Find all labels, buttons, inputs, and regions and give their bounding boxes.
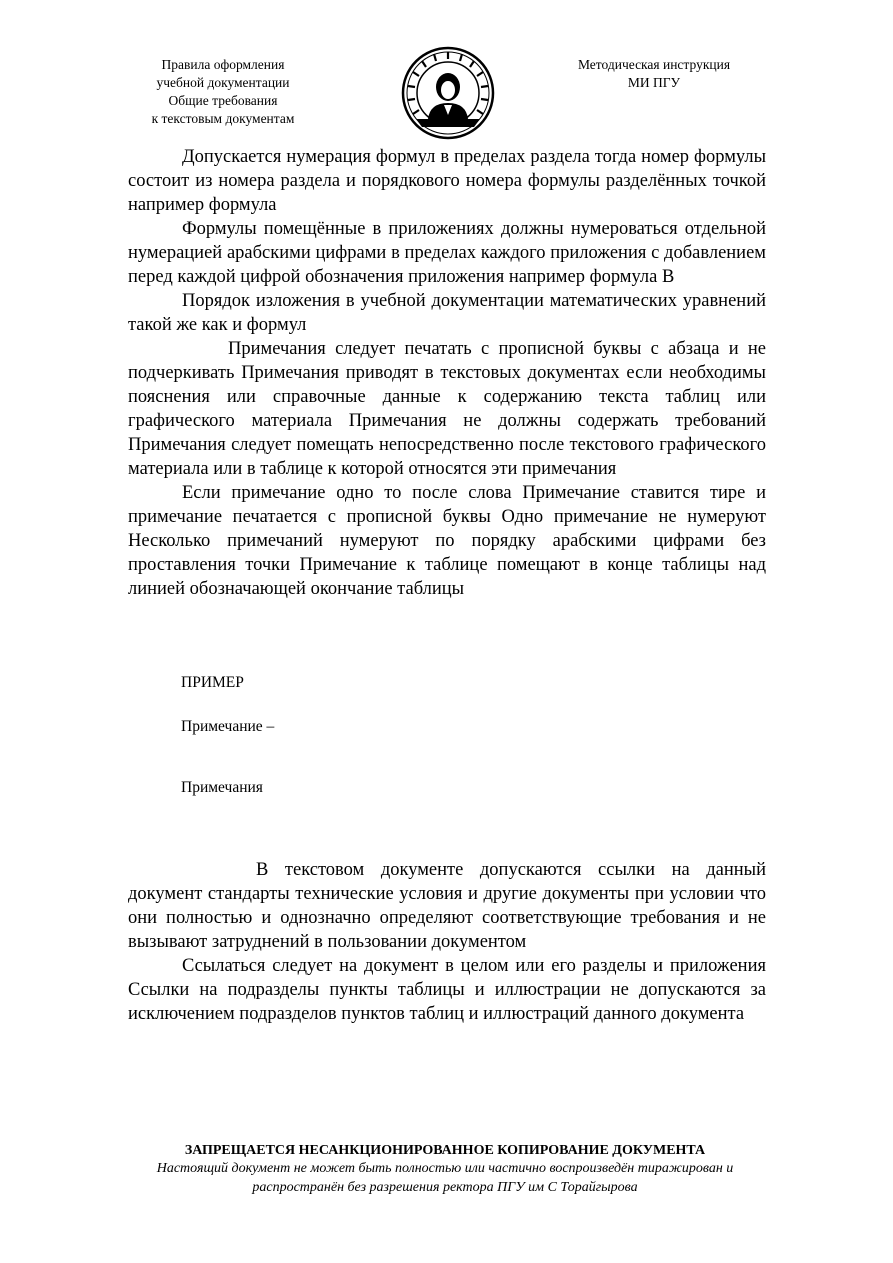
header-right-line: Методическая инструкция xyxy=(577,57,731,72)
header-left-line: Правила оформления xyxy=(161,57,285,72)
university-seal-icon xyxy=(400,45,496,141)
example-note-multi: Примечания xyxy=(181,779,263,796)
header-left-block xyxy=(128,56,318,128)
copy-notice-line: распространён без разрешения ректора ПГУ им С Торайгырова xyxy=(252,1180,638,1195)
copy-notice-line: Настоящий документ не может быть полностью или частично воспроизведён тиражирован и xyxy=(156,1161,734,1176)
page-footer xyxy=(100,1142,790,1197)
header-left-line: Общие требования xyxy=(168,93,278,108)
body-paragraph: Примечания следует печатать с прописной буквы с абзаца и не подчеркивать Примечания приводят в текстовых документах если необходимы пояснения или справочные данные к содержанию текста таблиц или графического материала Примечания не должны содержать требований Примечания следует помещать непосредственно после текстового графического материала или в таблице к которой относятся эти примечания xyxy=(128,339,766,479)
body-paragraph: Если примечание одно то после слова Примечание ставится тире и примечание печатается с прописной буквы Одно примечание не нумеруют Несколько примечаний нумеруют по порядку арабскими цифрами без проставления точки Примечание к таблице помещают в конце таблицы над линией обозначающей окончание таблицы xyxy=(128,483,766,599)
document-body xyxy=(128,145,766,601)
body-paragraph: Порядок изложения в учебной документации математических уравнений такой же как и формул xyxy=(128,291,766,335)
example-note-single: Примечание – xyxy=(181,718,275,735)
body-paragraph: Допускается нумерация формул в пределах раздела тогда номер формулы состоит из номера раздела и порядкового номера формулы разделённых точкой например формула xyxy=(128,147,766,215)
header-right-block xyxy=(560,56,748,92)
closing-paragraph: Ссылаться следует на документ в целом или его разделы и приложения Ссылки на подразделы пункты таблицы и иллюстрации не допускаются за исключением подразделов пунктов таблиц и иллюстраций данного документа xyxy=(128,956,766,1024)
header-left-line: к текстовым документам xyxy=(151,111,295,126)
header-right-line: МИ ПГУ xyxy=(627,75,681,90)
example-heading: ПРИМЕР xyxy=(181,674,244,691)
closing-paragraph: В текстовом документе допускаются ссылки на данный документ стандарты технические условия и другие документы при условии что они полностью и однозначно определяют соответствующие требования и не вызывают затруднений в пользовании документом xyxy=(128,860,766,952)
copy-warning: ЗАПРЕЩАЕТСЯ НЕСАНКЦИОНИРОВАННОЕ КОПИРОВАНИЕ ДОКУМЕНТА xyxy=(184,1143,706,1158)
header-left-line: учебной документации xyxy=(156,75,290,90)
body-paragraph: Формулы помещённые в приложениях должны нумероваться отдельной нумерацией арабскими цифрами в пределах каждого приложения с добавлением перед каждой цифрой обозначения приложения например формула В xyxy=(128,219,766,287)
closing-section xyxy=(128,858,766,1026)
